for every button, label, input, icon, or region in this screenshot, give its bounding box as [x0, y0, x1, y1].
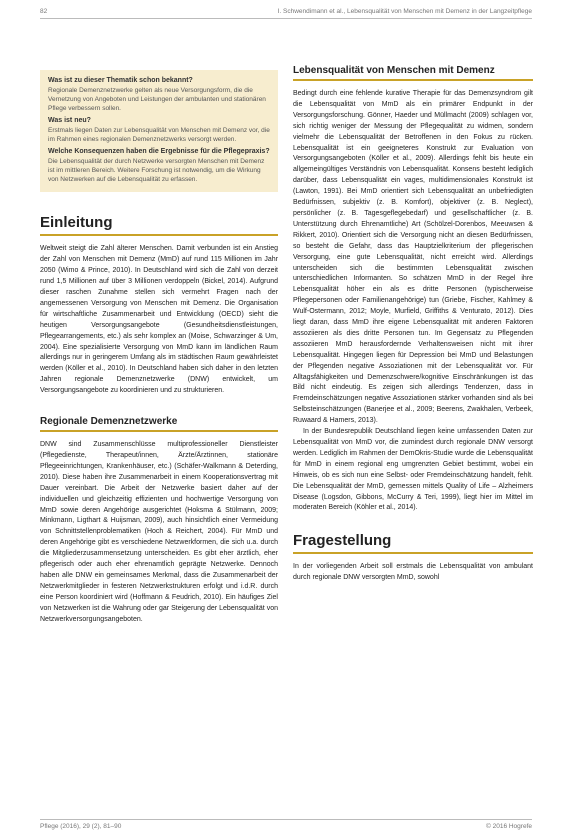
page-number: 82	[40, 8, 48, 15]
right-column	[293, 64, 533, 584]
publisher-copyright: © 2016 Hogrefe	[486, 823, 532, 830]
info-item	[48, 76, 270, 113]
info-question: Was ist neu?	[48, 117, 91, 125]
fragestellung-text: In der vorliegenden Arbeit soll erstmals die Lebensqualität von ambulant durch regionale DNW versorgten MmD, sowohl	[293, 563, 533, 582]
info-answer: Regionale Demenznetzwerke gelten als neue Versorgungsform, die die Vernetzung von Angeboten und Leistungen der ambulanten und stationären Pflege verbessern sollen.	[48, 86, 266, 112]
journal-citation: Pflege (2016), 29 (2), 81–90	[40, 823, 122, 830]
info-item	[48, 147, 270, 184]
lebensqualitaet-paragraph-1: Bedingt durch eine fehlende kurative Therapie für das Demenzsyndrom gilt die Lebensqualität von MmD als ein primärer Endpunkt in der Versorgungsforschung. Gönner, Haeder und Müllmacht (2009) schlagen vor, sich richtig weniger der Messung der Pflegequalität zu widmen, sondern vielmehr die Lebensqualität der Betroffenen in den Fokus zu rücken. Lebensqualität ist ein geeigneteres Konstrukt zur Evaluation von Versorgungsangeboten (Köller et al., 2009). Allerdings fehlt bis heute ein allgemeingültiges Verständnis von Lebensqualität. Konsens besteht lediglich darüber, dass Lebensqualität ein vages, multidimensionales Konstrukt ist (Lawton, 1991). Bei MmD orientiert sich Lebensqualität an unbefriedigten Bedürfnissen, subjektiv (z. B. Komfort), objektiver (z. B. Neglect), persönlicher (z. B. Tagesgeflegebedarf) und gesellschaftlicher (z. B. Unterstützung durch Ehrenamtliche) Art (Schölzel-Dorenbos, Meeuwsen & Rikkert, 2010). Orientiert sich die Versorgung nicht an diesen Bedürfnissen, so besteht die Gefahr, dass das Hauptzielkriterium der pflegerischen Versorgung, eine gute Lebensqualität, nicht erreicht wird. Allerdings unterscheiden sich die bestimmten Lebensqualität zwischen unterschiedlichen Informanten. So schätzen MmD in der Regel ihre Lebensqualität höher ein als es dritte Personen (typischerweise Pflegepersonen oder Familienangehörige) tun (Griebe, Fischer, Kahlmey & Wulf-Ostermann, 2012; Moyle, Murfield, Griffiths & Venturato, 2012). Dies liegt daran, dass MmD ihre eigene Lebensqualität mit anderen Faktoren assoziieren als dies dritte Personen tun. Im Gegensatz zu Pflegenden assoziieren MmD herausfordernde Verhaltensweisen nicht mit ihrer Lebensqualität. Hingegen liegen für Depression bei MmD und Belastungen der Pflegenden negative Assoziationen mit der Lebensqualität vor. Für Alltagsfähigkeiten und Demenzschwere/kognitive Einschränkungen ist das Bild nicht eindeutig. Es zeigen sich allerdings Tendenzen, dass in Fremdeinschätzungen negative Assoziationen stärker vorhanden sind als bei Selbsteinschätzungen (Banerjee et al., 2009; Beerens, Zwakhalen, Verbeek, Ruwaard & Hamers, 2013).	[293, 90, 533, 425]
info-answer: Erstmals liegen Daten zur Lebensqualität von Menschen mit Demenz vor, die im Rahmen eines regionalen Demenznetzwerks versorgt werden.	[48, 126, 270, 143]
lebensqualitaet-paragraph-2: In der Bundesrepublik Deutschland liegen keine umfassenden Daten zur Lebensqualität von MmD vor, die zumindest durch regionale DNW versorgt werden. Lediglich im Rahmen der DemOkris-Studie wurde die Lebensqualität für MmD in einem regional eng umgrenzten Gebiet bestimmt, wobei ein Hinweis, ob es sich nun eine Selbst- oder Fremdeinschätzung handelt, fehlt. Die Lebensqualität der MmD, gemessen mittels Quality of Life – Alzheimers Disease (Logsdon, Gibbons, McCurry & Teri, 1999), liegt hier im Mittel im moderaten Bereich (Köhler et al., 2014).	[293, 428, 533, 512]
section-heading-fragestellung: Fragestellung	[293, 532, 533, 554]
running-header	[40, 8, 532, 19]
section-heading-netzwerke: Regionale Demenznetzwerke	[40, 415, 278, 432]
einleitung-text: Weltweit steigt die Zahl älterer Menschen. Damit verbunden ist ein Anstieg der Zahl von Menschen mit Demenz (MmD) auf rund 115 Millionen im Jahr 2050 (Wimo & Prince, 2010). In Deutschland wird sich die Zahl von derzeit rund 1,5 Millionen auf über 3 Millionen verdoppeln (Bickel, 2014). Aufgrund dieser raschen Zunahme stellen sich vermehrt Fragen nach der angemessenen Versorgung von Menschen mit Demenz. Die Organisation für wirtschaftliche Zusammenarbeit und Entwicklung (OECD) sieht die heutigen Versorgungsangebote (Gesundheitsdienstleistungen, Pflegearrangements, etc.) als sehr komplex an (Moise, Schwarzinger & Um, 2004). Eine spezialisierte Versorgung von MmD kann im ländlichen Raum allerdings nur in geringerem Umfang als im städtischen Raum gewährleistet werden (Köller et al., 2010). In Deutschland haben sich daher in den letzten Jahren regionale Demenznetzwerke (DNW) entwickelt, um Versorgungsangebote zu koordinieren und zu strukturieren.	[40, 245, 278, 395]
left-column	[40, 70, 278, 626]
netzwerke-text: DNW sind Zusammenschlüsse multiprofessioneller Dienstleister (Pflegedienste, Therapeut/innen, Ärzte/Ärztinnen, stationäre Pflegeeinrichtungen, Krankenhäuser, etc.) (Schäfer-Walkmann & Deterding, 2010). Diese haben ihre Zusammenarbeit in einem Kooperationsvertrag mit Dauer vereinbart. Die Arbeit der Netzwerke basiert daher auf der individuellen und gleichzeitig effizienten und hochwertige Versorgung von MmD sowie deren Angehörige ausgerichtet (Hoksma & Stülmann, 2009; Minkmann, Ligthart & Huijsman, 2009), auch hinsichtlich einer Vermeidung von Schnittstellenproblematiken (Hoch & Reichert, 2004). Für MmD und deren Angehörige gibt es verschiedene Netzwerkformen, die sich u.a. durch die Mitgliederzusammensetzung unterscheiden. Es gibt eher ärztlich, eher pflegerisch oder auch eher ehrenamtlich geprägte Netzwerke. Dennoch haben alle DNW ein gemeinsames Merkmal, dass die Zusammenarbeit der Netzwerkmitglieder in festeren Netzwerkstrukturen erfolgt und i.d.R. durch eine Person koordiniert wird (Hoffmann & Feudrich, 2010). Ein häufiges Ziel von Netzwerken ist die Wahrung oder gar Steigerung der Lebensqualität von Netzwerkversorgungsangeboten.	[40, 441, 278, 623]
section-heading-lebensqualitaet: Lebensqualität von Menschen mit Demenz	[293, 64, 533, 81]
info-item	[48, 116, 270, 144]
running-title: I. Schwendimann et al., Lebensqualität von Menschen mit Demenz in der Langzeitpflege	[277, 8, 532, 15]
info-question: Was ist zu dieser Thematik schon bekannt?	[48, 77, 193, 84]
info-question: Welche Konsequenzen haben die Ergebnisse für die Pflegepraxis?	[48, 148, 270, 156]
info-answer: Die Lebensqualität der durch Netzwerke versorgten Menschen mit Demenz ist im mittleren Bereich. Weitere Forschung ist notwendig, um die Wirkung von Netzwerken auf die Lebensqualität zu erfassen.	[48, 157, 265, 184]
info-box	[40, 70, 278, 192]
page-footer	[40, 819, 532, 830]
section-heading-einleitung: Einleitung	[40, 214, 278, 236]
